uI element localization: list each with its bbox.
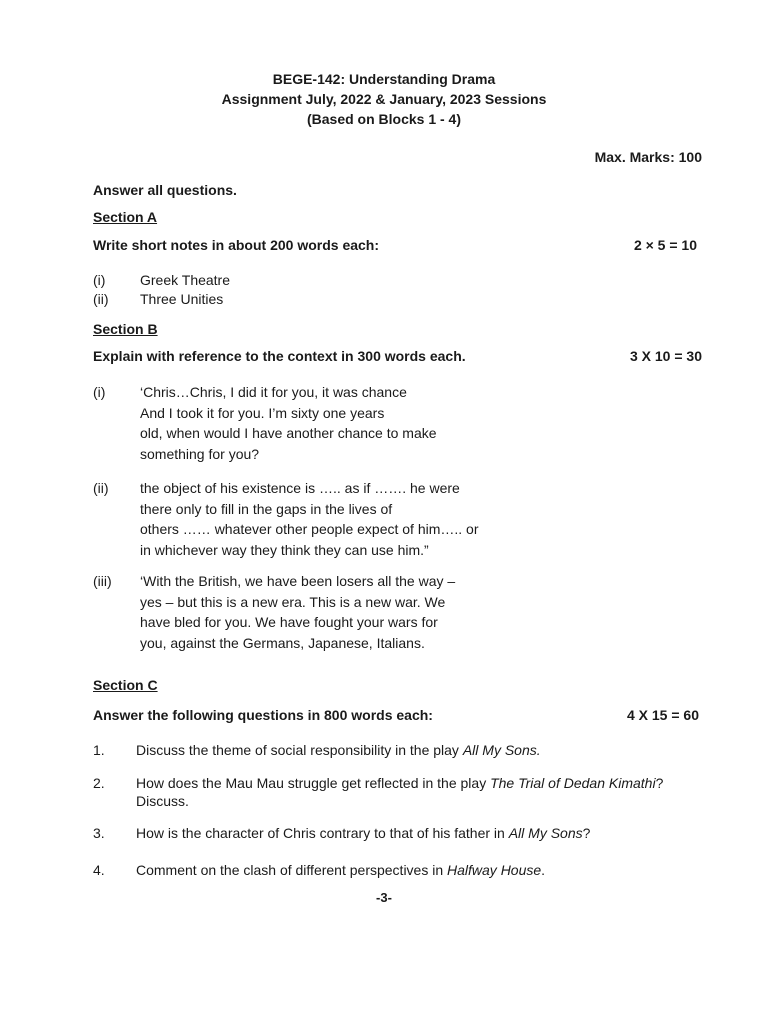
section-a-title: Section A <box>93 209 158 225</box>
section-b-item-num: (i) <box>93 384 106 400</box>
quote-passage <box>140 382 437 464</box>
section-b-instruction: Explain with reference to the context in 300 words each. <box>93 348 466 364</box>
quote-line: something for you? <box>140 445 260 462</box>
section-c-instruction: Answer the following questions in 800 words each: <box>93 707 433 723</box>
section-a-item-num: (i) <box>93 272 106 288</box>
quote-line: the object of his existence is ….. as if ……. he were <box>140 480 460 496</box>
section-b-title: Section B <box>93 321 158 337</box>
quote-line: yes – but this is a new era. This is a new war. We <box>140 593 446 610</box>
section-a-instruction: Write short notes in about 200 words each: <box>93 237 380 253</box>
question-text: Comment on the clash of different perspectives in Halfway House. <box>136 862 546 878</box>
quote-line: have bled for you. We have fought your wars for <box>140 614 438 630</box>
question-text: How is the character of Chris contrary to that of his father in All My Sons? <box>136 825 591 841</box>
question-text: How does the Mau Mau struggle get reflected in the play The Trial of Dedan Kimathi? <box>136 775 664 791</box>
quote-passage <box>140 571 455 653</box>
section-a-item-text: Three Unities <box>140 291 224 307</box>
quote-line: old, when would I have another chance to make <box>140 425 437 441</box>
general-instruction: Answer all questions. <box>93 182 237 198</box>
quote-line: you, against the Germans, Japanese, Italians. <box>140 634 425 651</box>
quote-line: there only to fill in the gaps in the lives of <box>140 500 393 517</box>
question-text: Discuss the theme of social responsibility in the play All My Sons. <box>136 742 541 758</box>
quote-line: ‘Chris…Chris, I did it for you, it was chance <box>140 384 407 400</box>
max-marks: Max. Marks: 100 <box>594 149 702 165</box>
question-number: 1. <box>93 742 105 758</box>
quote-passage <box>140 478 479 560</box>
page-number: -3- <box>376 890 392 905</box>
blocks-note: (Based on Blocks 1 - 4) <box>306 111 462 127</box>
quote-line: ‘With the British, we have been losers all the way – <box>140 573 456 589</box>
section-c-marks: 4 X 15 = 60 <box>626 707 699 723</box>
section-b-marks: 3 X 10 = 30 <box>629 348 702 364</box>
course-title: BEGE-142: Understanding Drama <box>272 71 496 87</box>
assignment-sessions: Assignment July, 2022 & January, 2023 Sessions <box>221 91 547 107</box>
question-number: 4. <box>93 862 105 878</box>
question-number: 2. <box>93 775 105 791</box>
question-text-continued: Discuss. <box>136 793 189 809</box>
quote-line: And I took it for you. I’m sixty one years <box>140 404 385 421</box>
play-title: Halfway House <box>447 862 542 878</box>
section-c-title: Section C <box>93 677 158 693</box>
section-b-item-num: (iii) <box>93 573 112 589</box>
section-a-item-num: (ii) <box>93 291 109 307</box>
play-title: All My Sons <box>508 825 583 841</box>
play-title: The Trial of Dedan Kimathi <box>490 775 656 791</box>
question-number: 3. <box>93 825 105 841</box>
section-a-marks: 2 × 5 = 10 <box>633 237 697 253</box>
section-b-item-num: (ii) <box>93 480 109 496</box>
quote-line: others …… whatever other people expect of him….. or <box>140 521 479 537</box>
quote-line: in whichever way they think they can use him.” <box>140 541 429 558</box>
section-a-item-text: Greek Theatre <box>140 272 231 288</box>
play-title: All My Sons. <box>462 742 541 758</box>
